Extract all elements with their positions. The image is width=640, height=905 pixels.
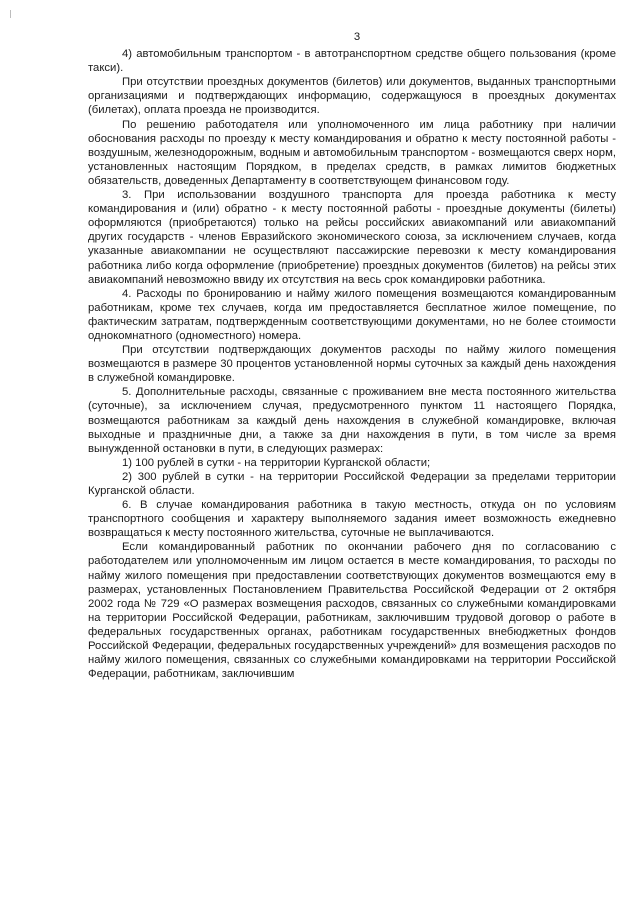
paragraph-no-housing-documents: При отсутствии подтверждающих документов расходы по найму жилого помещения возмещаются в размере 30 процентов установленной нормы суточных за каждый день нахождения в служебной командировке. — [88, 344, 616, 385]
paragraph-auto-transport: 4) автомобильным транспортом - в автотранспортном средстве общего пользования (кроме такси). — [88, 48, 616, 75]
document-page — [88, 30, 616, 681]
paragraph-overnight-stay: Если командированный работник по окончании рабочего дня по согласованию с работодателем или уполномоченным им лицом остается в месте командирования, то расходы по найму жилого помещения при предоставлении соответствующих документов возмещаются ему в размерах, установленных Постановлением Правительства Российской Федерации от 2 октября 2002 года № 729 «О размерах возмещения расходов, связанных со служебными командировками на территории Российской Федерации, работникам, заключившим трудовой договор о работе в федеральных государственных органах, работникам государственных внебюджетных фондов Российской Федерации, федеральных государственных учреждений» для возмещения расходов по найму жилого помещения, связанных со служебными командировками на территории Российской Федерации, работникам, заключившим — [88, 541, 616, 681]
scan-corner-mark — [10, 10, 11, 18]
page-number: 3 — [353, 31, 361, 43]
list-item-kurgan-region: 1) 100 рублей в сутки - на территории Курганской области; — [122, 456, 431, 469]
paragraph-daily-return: 6. В случае командирования работника в такую местность, откуда он по условиям транспортного сообщения и характеру выполняемого задания имеет возможность ежедневно возвращаться к месту постоянного жительства, суточные не выплачиваются. — [88, 499, 616, 540]
paragraph-per-diem: 5. Дополнительные расходы, связанные с проживанием вне места постоянного жительства (суточные), за исключением случая, предусмотренного пунктом 11 настоящего Порядка, возмещаются работникам за каждый день нахождения в служебной командировке, включая выходные и праздничные дни, а также за дни нахождения в пути, в том числе за время вынужденной остановки в пути, в следующих размерах: — [88, 386, 616, 455]
paragraph-employer-decision: По решению работодателя или уполномоченного им лица работнику при наличии обоснования расходы по проезду к месту командирования и обратно к месту постоянной работы - воздушным, железнодорожным, водным и автомобильным транспортом - возмещаются сверх норм, установленных настоящим Порядком, в пределах средств, в рамках лимитов бюджетных обязательств, доведенных Департаменту в соответствующем финансовом году. — [88, 118, 616, 187]
paragraph-air-transport: 3. При использовании воздушного транспорта для проезда работника к месту командирования и (или) обратно - к месту постоянной работы - проездные документы (билеты) оформляются (приобретаются) только на рейсы российских авиакомпаний или авиакомпаний других государств - членов Евразийского экономического союза, за исключением случаев, когда указанные авиакомпании не осуществляют пассажирские перевозки к месту командирования работника либо когда оформление (приобретение) проездных документов (билетов) на рейсы этих авиакомпаний невозможно ввиду их отсутствия на весь срок командировки работника. — [88, 189, 616, 286]
paragraph-housing-expenses: 4. Расходы по бронированию и найму жилого помещения возмещаются командированным работникам, кроме тех случаев, когда им предоставляется бесплатное жилое помещение, по фактическим затратам, подтвержденным соответствующими документами, но не более стоимости однокомнатного (одноместного) номера. — [88, 287, 616, 342]
paragraph-no-tickets: При отсутствии проездных документов (билетов) или документов, выданных транспортными организациями и подтверждающих информацию, содержащуюся в проездных документах (билетах), оплата проезда не производится. — [88, 76, 616, 117]
list-item-russian-federation: 2) 300 рублей в сутки - на территории Российской Федерации за пределами территории Курганской области. — [88, 470, 616, 497]
